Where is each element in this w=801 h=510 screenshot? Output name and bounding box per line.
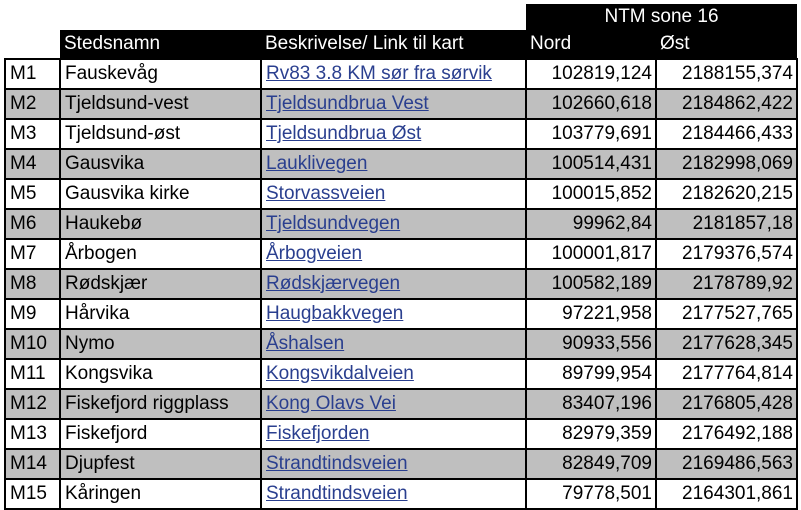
measurement-points-table [4,4,798,510]
east-coordinate: 2188155,374 [656,59,797,89]
map-link[interactable]: Rødskjærvegen [266,273,401,294]
table-row [5,389,797,419]
description-cell [261,179,526,209]
north-coordinate: 102819,124 [526,59,656,89]
place-name: Hårvika [60,299,261,329]
table-row [5,419,797,449]
column-header-north: Nord [526,30,656,59]
place-name: Kåringen [60,479,261,509]
column-header-description: Beskrivelse/ Link til kart [261,30,526,59]
north-coordinate: 102660,618 [526,89,656,119]
north-coordinate: 100514,431 [526,149,656,179]
map-link[interactable]: Strandtindsveien [266,483,408,504]
place-name: Gausvika kirke [60,179,261,209]
east-coordinate: 2176805,428 [656,389,797,419]
point-id: M9 [5,299,60,329]
north-coordinate: 83407,196 [526,389,656,419]
north-coordinate: 100015,852 [526,179,656,209]
table-row [5,329,797,359]
place-name: Tjeldsund-øst [60,119,261,149]
place-name: Fiskefjord riggplass [60,389,261,419]
point-id: M6 [5,209,60,239]
point-id: M7 [5,239,60,269]
north-coordinate: 100582,189 [526,269,656,299]
table-row [5,59,797,89]
place-name: Haukebø [60,209,261,239]
east-coordinate: 2184466,433 [656,119,797,149]
point-id: M13 [5,419,60,449]
point-id: M1 [5,59,60,89]
map-link[interactable]: Tjeldsundbrua Øst [266,123,422,144]
map-link[interactable]: Haugbakkvegen [266,303,404,324]
north-coordinate: 82979,359 [526,419,656,449]
east-coordinate: 2182620,215 [656,179,797,209]
map-link[interactable]: Kong Olavs Vei [266,393,396,414]
north-coordinate: 90933,556 [526,329,656,359]
description-cell [261,419,526,449]
east-coordinate: 2178789,92 [656,269,797,299]
ntm-zone-header: NTM sone 16 [526,4,797,30]
table-row [5,149,797,179]
table-row [5,299,797,329]
north-coordinate: 100001,817 [526,239,656,269]
table-row [5,119,797,149]
place-name: Tjeldsund-vest [60,89,261,119]
east-coordinate: 2176492,188 [656,419,797,449]
map-link[interactable]: Åshalsen [266,333,345,354]
table-row [5,359,797,389]
point-id: M10 [5,329,60,359]
description-cell [261,329,526,359]
map-link[interactable]: Lauklivegen [266,153,368,174]
place-name: Fiskefjord [60,419,261,449]
east-coordinate: 2177628,345 [656,329,797,359]
table-row [5,89,797,119]
point-id: M2 [5,89,60,119]
table-row [5,179,797,209]
east-coordinate: 2164301,861 [656,479,797,509]
description-cell [261,269,526,299]
north-coordinate: 89799,954 [526,359,656,389]
north-coordinate: 82849,709 [526,449,656,479]
east-coordinate: 2169486,563 [656,449,797,479]
point-id: M8 [5,269,60,299]
place-name: Gausvika [60,149,261,179]
place-name: Djupfest [60,449,261,479]
place-name: Kongsvika [60,359,261,389]
header-row-group [5,4,797,30]
point-id: M12 [5,389,60,419]
north-coordinate: 79778,501 [526,479,656,509]
point-id: M5 [5,179,60,209]
point-id: M15 [5,479,60,509]
point-id: M14 [5,449,60,479]
column-header-name: Stedsnamn [60,30,261,59]
map-link[interactable]: Tjeldsundbrua Vest [266,93,429,114]
east-coordinate: 2177527,765 [656,299,797,329]
place-name: Rødskjær [60,269,261,299]
east-coordinate: 2177764,814 [656,359,797,389]
point-id: M3 [5,119,60,149]
description-cell [261,479,526,509]
north-coordinate: 97221,958 [526,299,656,329]
east-coordinate: 2182998,069 [656,149,797,179]
description-cell [261,119,526,149]
map-link[interactable]: Rv83 3.8 KM sør fra sørvik [266,63,492,84]
description-cell [261,299,526,329]
north-coordinate: 99962,84 [526,209,656,239]
table-row [5,269,797,299]
map-link[interactable]: Fiskefjorden [266,423,370,444]
table-row [5,479,797,509]
description-cell [261,59,526,89]
map-link[interactable]: Kongsvikdalveien [266,363,414,384]
east-coordinate: 2181857,18 [656,209,797,239]
place-name: Årbogen [60,239,261,269]
table-row [5,209,797,239]
table-row [5,239,797,269]
map-link[interactable]: Tjeldsundvegen [266,213,401,234]
place-name: Fauskevåg [60,59,261,89]
column-header-east: Øst [656,30,797,59]
description-cell [261,239,526,269]
description-cell [261,389,526,419]
description-cell [261,359,526,389]
description-cell [261,149,526,179]
map-link[interactable]: Strandtindsveien [266,453,408,474]
point-id: M11 [5,359,60,389]
header-row-columns [5,30,797,59]
point-id: M4 [5,149,60,179]
table-row [5,449,797,479]
description-cell [261,209,526,239]
map-link[interactable]: Årbogveien [266,243,363,264]
description-cell [261,89,526,119]
map-link[interactable]: Storvassveien [266,183,386,204]
place-name: Nymo [60,329,261,359]
north-coordinate: 103779,691 [526,119,656,149]
east-coordinate: 2184862,422 [656,89,797,119]
description-cell [261,449,526,479]
east-coordinate: 2179376,574 [656,239,797,269]
spreadsheet-table [4,4,798,510]
